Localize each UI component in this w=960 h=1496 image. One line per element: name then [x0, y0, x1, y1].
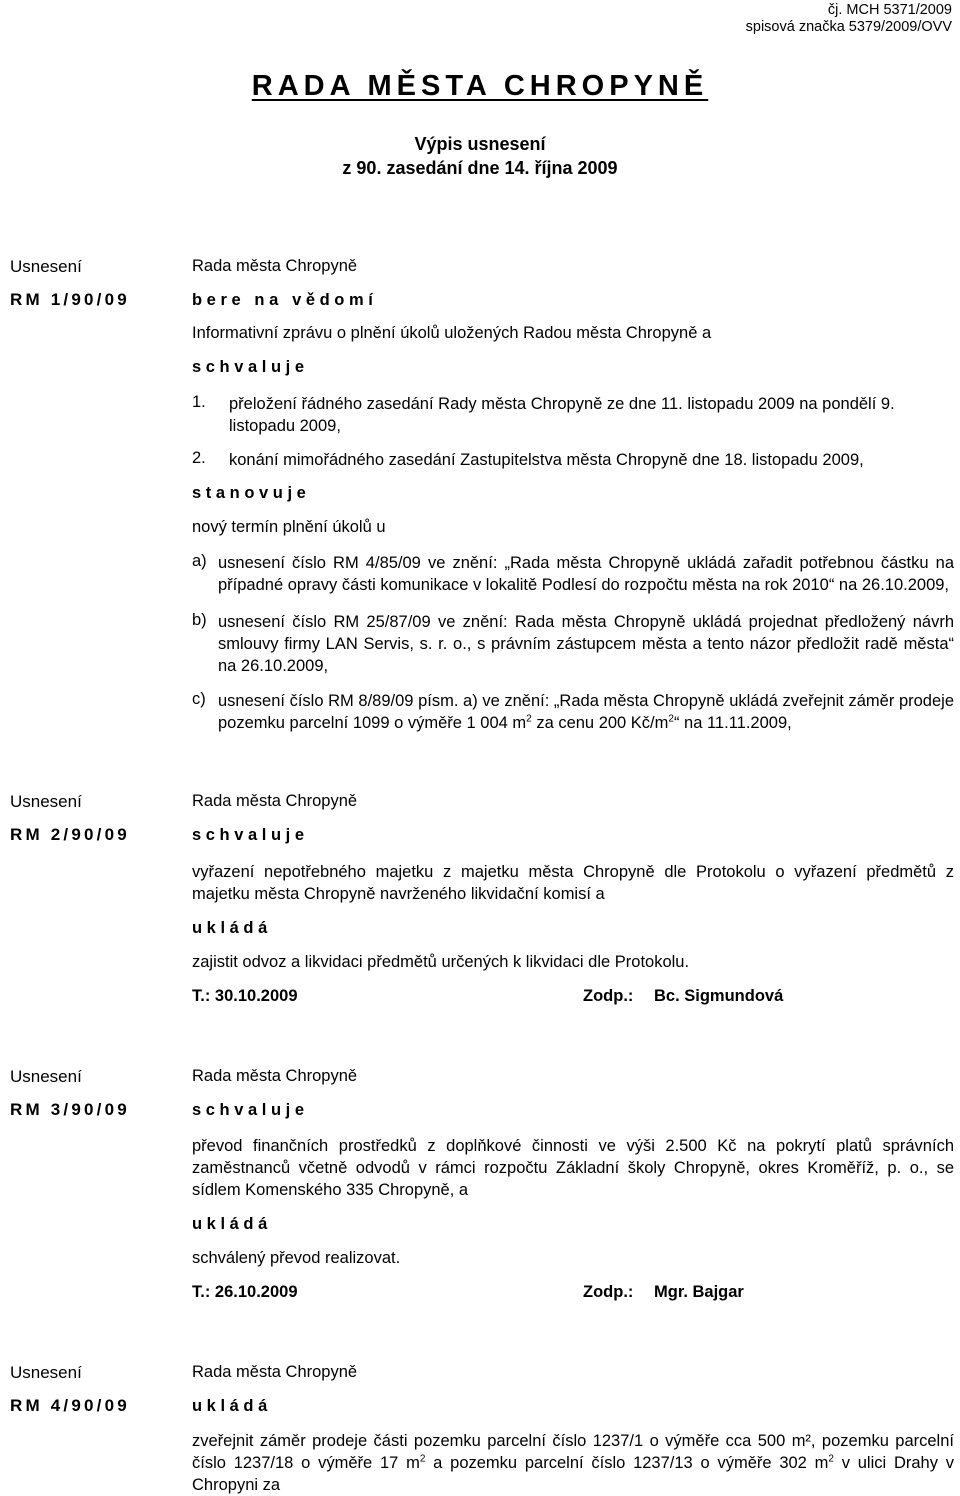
item-number: 1. [192, 393, 206, 411]
item-text: konání mimořádného zasedání Zastupitelstva města Chropyně dne 18. listopadu 2009, [229, 451, 864, 469]
resolution-number: RM 4/90/09 [10, 1396, 130, 1415]
resolution-text: Informativní zprávu o plnění úkolů uložených Radou města Chropyně a [192, 324, 712, 342]
list-mark: c) [192, 690, 206, 708]
reference-number: čj. MCH 5371/2009 [827, 2, 952, 18]
responsible-label: Zodp.: [583, 987, 634, 1005]
resolution-text: vyřazení nepotřebného majetku z majetku města Chropyně dle Protokolu o vyřazení předmětů z majetku města Chropyně navrženého likvidační komisí a [192, 863, 954, 903]
document-title: RADA MĚSTA CHROPYNĚ [251, 70, 709, 102]
list-mark: b) [192, 611, 207, 629]
responsible-person: Mgr. Bajgar [654, 1283, 744, 1301]
item-number: 2. [192, 449, 206, 467]
verb-uklada: ukládá [192, 1215, 272, 1233]
verb-stanovuje: stanovuje [192, 484, 311, 502]
task-text: zajistit odvoz a likvidaci předmětů určených k likvidaci dle Protokolu. [192, 953, 690, 971]
list-item-text: usnesení číslo RM 8/89/09 písm. a) ve znění: „Rada města Chropyně ukládá zveřejnit záměr prodeje pozemku parcelní 1099 o výměře 1 004 $m^2$ za cenu 200 $Kč/m^2“$ na 11.11.2009, [218, 692, 954, 732]
deadline: T.: 26.10.2009 [192, 1283, 298, 1301]
resolution-number: RM 3/90/09 [10, 1100, 130, 1119]
resolution-number: RM 2/90/09 [10, 825, 130, 844]
verb-schvaluje: schvaluje [192, 1101, 309, 1119]
item-text: přeložení řádného zasedání Rady města Chropyně ze dne 11. listopadu 2009 na pondělí 9. listopadu 2009, [229, 395, 895, 435]
issuer: Rada města Chropyně [192, 1067, 358, 1085]
responsible-label: Zodp.: [583, 1283, 634, 1301]
verb-bere-na-vedomi: bere na vědomí [192, 291, 378, 309]
verb-uklada: ukládá [192, 1397, 272, 1415]
resolution-label: Usnesení [10, 792, 82, 811]
file-mark: spisová značka 5379/2009/OVV [745, 19, 952, 35]
issuer: Rada města Chropyně [192, 792, 358, 810]
task-text: schválený převod realizovat. [192, 1249, 401, 1267]
meeting-line: z 90. zasedání dne 14. října 2009 [342, 158, 618, 178]
resolution-label: Usnesení [10, 257, 82, 276]
responsible-person: Bc. Sigmundová [654, 987, 784, 1005]
verb-uklada: ukládá [192, 919, 272, 937]
resolution-text: zveřejnit záměr prodeje části pozemku parcelní číslo 1237/1 o výměře cca 500 m², pozemku parcelní číslo 1237/18 o výměře 17 $m^2$ a pozemku parcelní číslo 1237/13 o výměře 302 $m^2$ v ulici Drahy v Chropyni za [192, 1432, 954, 1494]
issuer: Rada města Chropyně [192, 257, 358, 275]
list-item-text: usnesení číslo RM 4/85/09 ve znění: „Rada města Chropyně ukládá zařadit potřebnou částku na případné opravy části komunikace v lokalitě Podlesí do rozpočtu města na rok 2010“ na 26.10.2009, [218, 554, 954, 594]
resolution-label: Usnesení [10, 1067, 82, 1086]
list-mark: a) [192, 552, 207, 570]
resolution-text: nový termín plnění úkolů u [192, 518, 386, 536]
verb-schvaluje: schvaluje [192, 358, 309, 376]
resolution-text: převod finančních prostředků z doplňkové činnosti ve výši 2.500 Kč na pokrytí platů správních zaměstnanců včetně odvodů v rámci rozpočtu Základní školy Chropyně, okres Kroměříž, p. o., se sídlem Komenského 335 Chropyně, a [192, 1137, 954, 1199]
verb-schvaluje: schvaluje [192, 826, 309, 844]
resolution-number: RM 1/90/09 [10, 290, 130, 309]
list-item-text: usnesení číslo RM 25/87/09 ve znění: Rada města Chropyně ukládá projednat předložený návrh smlouvy firmy LAN Servis, s. r. o., s právním zástupcem města a tento názor předložit radě města“ na 26.10.2009, [218, 613, 954, 675]
resolution-label: Usnesení [10, 1363, 82, 1382]
document-subtitle: Výpis usnesení [414, 134, 546, 154]
deadline: T.: 30.10.2009 [192, 987, 298, 1005]
issuer: Rada města Chropyně [192, 1363, 358, 1381]
